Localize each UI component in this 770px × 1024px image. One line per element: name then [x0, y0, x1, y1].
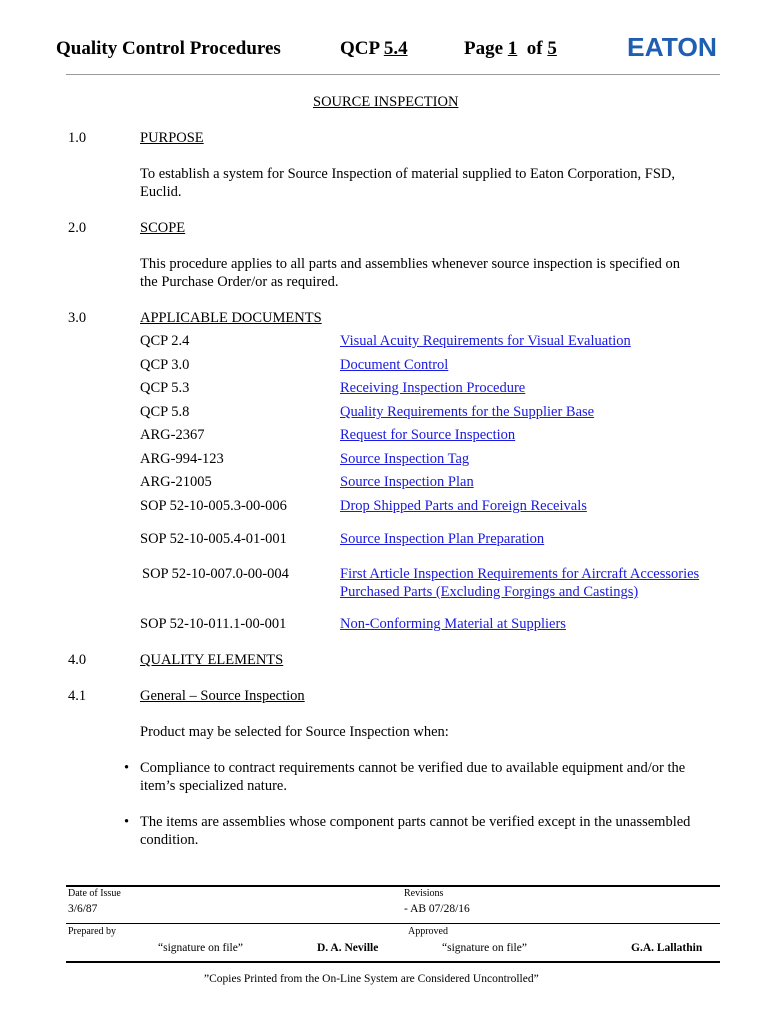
doc-link[interactable]: Drop Shipped Parts and Foreign Receivals: [340, 498, 587, 514]
doc-link[interactable]: Non-Conforming Material at Suppliers: [340, 616, 566, 632]
qcp-number: 5.4: [383, 38, 408, 59]
eaton-logo: [627, 33, 719, 59]
logo-text: EATON: [627, 33, 717, 59]
date-value: 3/6/87: [68, 903, 98, 915]
page-total: 5: [547, 38, 557, 59]
doc-link[interactable]: Visual Acuity Requirements for Visual Evaluation: [340, 333, 631, 349]
doc-code: QCP 5.3: [140, 380, 190, 396]
doc-link[interactable]: First Article Inspection Requirements for Aircraft Accessories: [340, 566, 700, 582]
doc-link[interactable]: Request for Source Inspection: [340, 427, 516, 443]
page-word: Page: [464, 38, 504, 59]
bullet-icon: •: [124, 814, 130, 830]
section-2-body-line2: the Purchase Order/or as required.: [140, 274, 339, 290]
doc-code: SOP 52-10-005.4-01-001: [140, 531, 287, 547]
prepared-name: D. A. Neville: [317, 942, 379, 954]
section-1-body-line2: Euclid.: [140, 184, 182, 200]
bullet-line1: The items are assemblies whose component parts cannot be verified except in the unassembled: [140, 814, 691, 830]
footer-top-rule: [66, 885, 720, 887]
header-title: Quality Control Procedures: [56, 38, 281, 59]
doc-link[interactable]: Source Inspection Plan: [340, 474, 474, 490]
eaton-logo-icon: [627, 33, 719, 59]
footer-mid-rule: [66, 923, 720, 924]
section-1-num: 1.0: [68, 130, 87, 146]
bullet-line2: condition.: [140, 832, 199, 848]
doc-code: SOP 52-10-007.0-00-004: [142, 566, 289, 582]
approved-signature: “signature on file”: [442, 942, 527, 954]
section-1-body-line1: To establish a system for Source Inspection of material supplied to Eaton Corporation, FSD,: [140, 166, 675, 182]
revisions-value: - AB 07/28/16: [404, 903, 470, 915]
doc-link[interactable]: Receiving Inspection Procedure: [340, 380, 526, 396]
subsection-title: General – Source Inspection: [140, 688, 305, 704]
of-word: of: [526, 38, 543, 59]
doc-code: ARG-2367: [140, 427, 205, 443]
doc-link[interactable]: Quality Requirements for the Supplier Base: [340, 404, 595, 420]
doc-title: SOURCE INSPECTION: [313, 94, 459, 110]
doc-code: QCP 5.8: [140, 404, 190, 420]
footer-bottom-rule: [66, 961, 720, 963]
bullet-line2: item’s specialized nature.: [140, 778, 287, 794]
header-qcp: [340, 38, 408, 60]
prepared-signature: “signature on file”: [158, 942, 243, 954]
header-rule: [66, 74, 720, 75]
page-number: 1: [507, 38, 518, 59]
prepared-label: Prepared by: [68, 926, 117, 937]
section-2-title: SCOPE: [140, 220, 186, 236]
doc-code: QCP 2.4: [140, 333, 190, 349]
section-3-title: APPLICABLE DOCUMENTS: [140, 310, 322, 326]
bullet-line1: Compliance to contract requirements cannot be verified due to available equipment and/or the: [140, 760, 686, 776]
section-1-title: PURPOSE: [140, 130, 204, 146]
subsection-intro: Product may be selected for Source Inspection when:: [140, 724, 449, 740]
approved-name: G.A. Lallathin: [631, 942, 703, 954]
section-2-num: 2.0: [68, 220, 87, 236]
doc-link[interactable]: Document Control: [340, 357, 449, 373]
uncontrolled-disclaimer: ”Copies Printed from the On-Line System are Considered Uncontrolled”: [204, 973, 539, 985]
doc-code: SOP 52-10-011.1-00-001: [140, 616, 287, 632]
revisions-label: Revisions: [404, 888, 444, 899]
header-page: [464, 38, 557, 60]
section-2-body-line1: This procedure applies to all parts and assemblies whenever source inspection is specified on: [140, 256, 680, 272]
doc-link[interactable]: Source Inspection Tag: [340, 451, 470, 467]
qcp-prefix: QCP: [340, 38, 380, 59]
doc-code: QCP 3.0: [140, 357, 190, 373]
approved-label: Approved: [408, 926, 448, 937]
doc-code: ARG-21005: [140, 474, 212, 490]
doc-link-continued[interactable]: Purchased Parts (Excluding Forgings and Castings): [340, 584, 639, 600]
doc-code: SOP 52-10-005.3-00-006: [140, 498, 287, 514]
section-3-num: 3.0: [68, 310, 87, 326]
bullet-icon: •: [124, 760, 130, 776]
date-label: Date of Issue: [68, 888, 121, 899]
section-4-title: QUALITY ELEMENTS: [140, 652, 284, 668]
doc-code: ARG-994-123: [140, 451, 224, 467]
subsection-num: 4.1: [68, 688, 87, 704]
doc-link[interactable]: Source Inspection Plan Preparation: [340, 531, 545, 547]
section-4-num: 4.0: [68, 652, 87, 668]
